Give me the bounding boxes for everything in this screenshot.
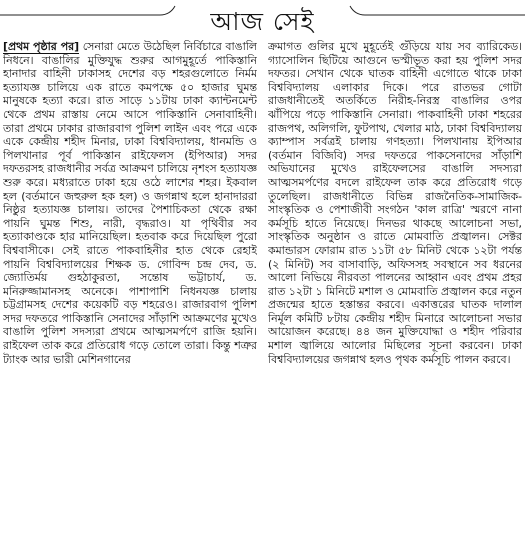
headline: আজ সেই xyxy=(210,7,315,36)
column-2 xyxy=(268,40,522,540)
column-divider xyxy=(262,40,263,540)
continued-from-label: [প্রথম পৃষ্ঠার পর] xyxy=(3,40,80,53)
article-body xyxy=(3,40,522,540)
column-2-text: ক্রমাগত গুলির মুখে মুহূর্তেই গুঁড়িয়ে যায় সব ব্যারিকেড। গ্যাসোলিন ছিটিয়ে আগুনে ভস্মীভূত করা হয় পুলিশ সদর দফতর। সেখান থেকে ঘাতক বাহিনী এগোতে থাকে ঢাকা বিশ্ববিদ্যালয় এলাকার দিকে। পরে রাতভর গোটা রাজধানীতেই অতর্কিতে নিরীহ-নিরস্ত্র বাঙালির ওপর ঝাঁপিয়ে পড়ে পাকিস্তানি সেনারা। পাকবাহিনী ঢাকা শহরের রাজপথ, অলিগলি, ফুটপাথ, খেলার মাঠ, ঢাকা বিশ্ববিদ্যালয় ক্যাম্পাস সর্বত্রই চালায় গণহত্যা। পিলখানায় ইপিআর (বর্তমান বিজিবি) সদর দফতরে পাকসেনাদের সাঁড়াশি অভিযানের মুখেও রাইফেলসের বাঙালি সদস্যরা আত্মসমর্পণের বদলে রাইফেল তাক করে প্রতিরোধ গড়ে তুলেছিল। রাজধানীতে বিভিন্ন রাজনৈতিক-সামাজিক-সাংস্কৃতিক ও পেশাজীবী সংগঠন 'কাল রাত্রি' স্মরণে নানা কর্মসূচি হাতে নিয়েছে। দিনভর থাকছে আলোচনা সভা, সাংস্কৃতিক অনুষ্ঠান ও রাতে মোমবাতি প্রজ্বালন। সেক্টর কমান্ডারস ফোরাম রাত ১১টা ৫৮ মিনিট থেকে ১২টা পর্যন্ত (২ মিনিট) সব বাসাবাড়ি, অফিসসহ সবস্থানে সব ধরনের আলো নিভিয়ে নীরবতা পালনের আহ্বান এবং প্রথম প্রহর রাত ১২টা ১ মিনিটে মশাল ও মোমবাতি প্রজ্বালন করে নতুন প্রজন্মের হাতে হস্তান্তর করবে। একাত্তরের ঘাতক দালাল নির্মূল কমিটি ৮টায় কেন্দ্রীয় শহীদ মিনারে আলোচনা সভার আয়োজন করেছে। ৪৪ জন মুক্তিযোদ্ধা ও শহীদ পরিবার মশাল জ্বালিয়ে আলোর মিছিলের সূচনা করবেন। ঢাকা বিশ্ববিদ্যালয়ের জগন্নাথ হলও পৃথক কর্মসূচি পালন করবে। xyxy=(268,40,522,366)
column-1 xyxy=(3,40,257,540)
column-1-text: সেনারা মেতে উঠেছিল নির্বিচারে বাঙালি নিধনে। বাঙালির মুক্তিযুদ্ধ শুরুর আগমুহূর্তে পাকিস্তানি হানাদার বাহিনী ঢাকাসহ দেশের বড় শহরগুলোতে নির্মম হত্যাযজ্ঞ চালিয়ে এক রাতে কমপক্ষে ৫০ হাজার ঘুমন্ত মানুষকে হত্যা করে। রাত সাড়ে ১১টায় ঢাকা ক্যান্টনমেন্ট থেকে প্রথম রাস্তায় নেমে আসে পাকিস্তানি সেনাবাহিনী। তারা প্রথমে ঢাকার রাজারবাগ পুলিশ লাইন এবং পরে একে একে কেন্দ্রীয় শহীদ মিনার, ঢাকা বিশ্ববিদ্যালয়, ধানমন্ডি ও পিলখানার পূর্ব পাকিস্তান রাইফেলস (ইপিআর) সদর দফতরসহ রাজধানীর সর্বত্র আক্রমণ চালিয়ে নৃশংস হত্যাযজ্ঞ শুরু করে। মধ্যরাতে ঢাকা হয়ে ওঠে লাশের শহর। ইকবাল হল (বর্তমানে জহুরুল হক হল) ও জগন্নাথ হলে হানাদাররা নিষ্ঠুর হত্যাযজ্ঞ চালায়। তাদের পৈশাচিকতা থেকে রক্ষা পায়নি ঘুমন্ত শিশু, নারী, বৃদ্ধরাও। যা পৃথিবীর সব হত্যাকাণ্ডকে হার মানিয়েছিল। হতবাক করে দিয়েছিল পুরো বিশ্ববাসীকে। সেই রাতে পাকবাহিনীর হাত থেকে রেহাই পায়নি বিশ্ববিদ্যালয়ের শিক্ষক ড. গোবিন্দ চন্দ্র দেব, ড. জ্যোতির্ময় গুহঠাকুরতা, সন্তোষ ভট্টাচার্য, ড. মনিরুজ্জামানসহ অনেকে। পাশাপাশি নিধনযজ্ঞ চালায় চট্টগ্রামসহ দেশের কয়েকটি বড় শহরেও। রাজারবাগ পুলিশ সদর দফতরে পাকিস্তানি সেনাদের সাঁড়াশি আক্রমণের মুখেও বাঙালি পুলিশ সদস্যরা প্রথমে আত্মসমর্পণে রাজি হয়নি। রাইফেল তাক করে প্রতিরোধ গড়ে তোলে তারা। কিন্তু শত্রুর ট্যাংক আর ভারী মেশিনগানের xyxy=(3,40,257,366)
column-1-paragraph xyxy=(3,40,257,366)
